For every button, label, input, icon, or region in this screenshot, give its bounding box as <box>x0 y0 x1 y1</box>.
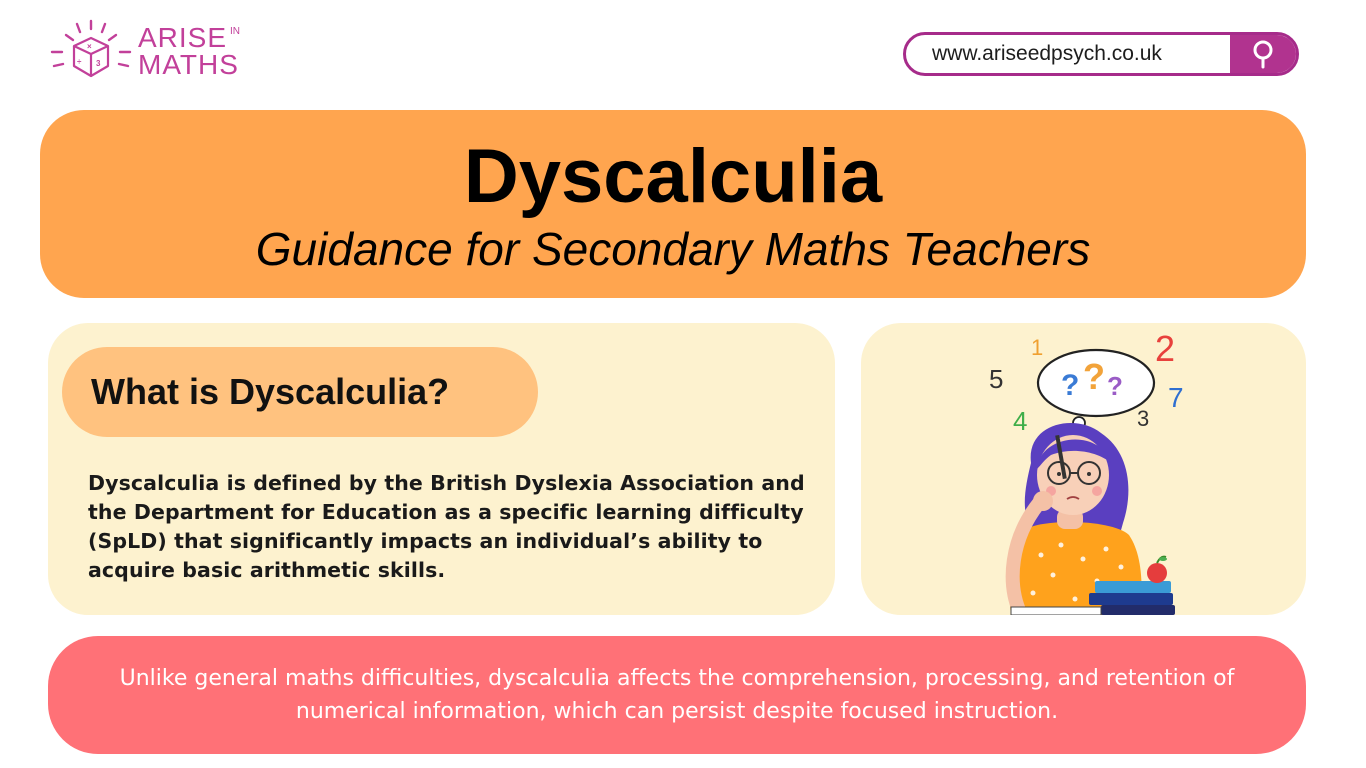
website-search-bar[interactable] <box>903 32 1299 76</box>
logo-in-text: IN <box>230 25 241 37</box>
illustration-card <box>861 323 1306 615</box>
website-url-text[interactable]: www.ariseedpsych.co.uk <box>932 42 1162 65</box>
search-icon <box>1249 39 1277 69</box>
definition-text: Dyscalculia is defined by the British Dyslexia Association and the Department for Education as a specific learning difficulty (SpLD) that significantly impacts an individual’s ability to acquire basic arithmetic skills. <box>88 471 805 582</box>
svg-text:3: 3 <box>96 59 101 68</box>
question-mark: ? <box>1107 371 1123 401</box>
key-difference-banner <box>48 636 1306 754</box>
what-is-dyscalculia-card <box>48 323 835 615</box>
svg-text:÷: ÷ <box>77 57 82 66</box>
apple-icon <box>1147 557 1167 583</box>
floating-number: 3 <box>1137 406 1150 431</box>
section-heading-pill <box>62 347 538 437</box>
logo-arise-text: ARISE <box>138 21 228 53</box>
title-banner <box>40 110 1306 298</box>
page-subtitle: Guidance for Secondary Maths Teachers <box>255 223 1091 275</box>
logo-maths-text: MATHS <box>138 48 239 80</box>
dice-logo-icon <box>46 18 136 84</box>
logo-wordmark <box>138 21 241 80</box>
floating-number: 5 <box>989 364 1004 394</box>
floating-number: 7 <box>1168 382 1184 413</box>
floating-number: 4 <box>1013 406 1028 436</box>
question-mark: ? <box>1061 369 1080 402</box>
key-difference-text: Unlike general maths difficulties, dyscalculia affects the comprehension, processing, and retention of numerical information, which can persist despite focused instruction. <box>119 666 1235 724</box>
section-heading: What is Dyscalculia? <box>91 371 450 412</box>
confused-student-illustration <box>861 323 1306 615</box>
floating-number: 1 <box>1031 335 1044 360</box>
search-button[interactable] <box>1230 35 1296 73</box>
arise-in-maths-logo[interactable] <box>46 18 286 84</box>
page-title: Dyscalculia <box>463 134 883 219</box>
svg-text:×: × <box>87 42 92 51</box>
floating-number: 2 <box>1155 328 1176 369</box>
question-mark: ? <box>1083 356 1105 397</box>
